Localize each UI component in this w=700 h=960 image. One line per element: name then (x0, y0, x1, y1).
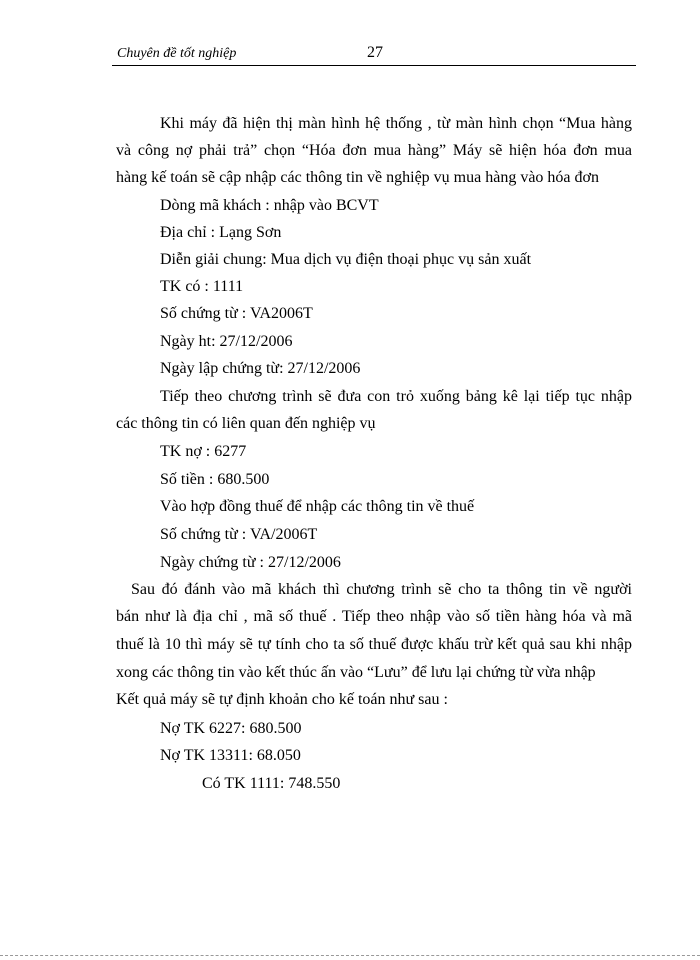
paragraph-line: Kết quả máy sẽ tự định khoản cho kế toán như sau : (116, 691, 448, 708)
paragraph-line: Tiếp theo chương trình sẽ đưa con trỏ xuống bảng kê lại tiếp tục nhập (160, 388, 632, 405)
paragraph-line: bán như là địa chỉ , mã số thuế . Tiếp theo nhập vào số tiền hàng hóa và mã (116, 608, 632, 625)
journal-entry: Có TK 1111: 748.550 (202, 775, 341, 792)
field-line: TK nợ : 6277 (160, 443, 247, 460)
field-line: Ngày lập chứng từ: 27/12/2006 (160, 360, 361, 377)
page-number: 27 (367, 44, 383, 61)
paragraph-line: Sau đó đánh vào mã khách thì chương trình sẽ cho ta thông tin về người (131, 581, 632, 598)
paragraph-line: thuế là 10 thì máy sẽ tự tính cho ta số thuế được khấu trừ kết quả sau khi nhập (116, 636, 632, 653)
journal-entry: Nợ TK 6227: 680.500 (160, 720, 302, 737)
header-title: Chuyên đề tốt nghiệp (117, 46, 237, 61)
paragraph-line: Khi máy đã hiện thị màn hình hệ thống , từ màn hình chọn “Mua hàng (160, 115, 632, 132)
field-line: Địa chỉ : Lạng Sơn (160, 224, 282, 241)
journal-entry: Nợ TK 13311: 68.050 (160, 747, 301, 764)
page-edge (0, 955, 700, 956)
field-line: Diễn giải chung: Mua dịch vụ điện thoại phục vụ sản xuất (160, 251, 532, 268)
field-line: TK có : 1111 (160, 278, 244, 295)
field-line: Ngày chứng từ : 27/12/2006 (160, 554, 341, 571)
paragraph-line: các thông tin có liên quan đến nghiệp vụ (116, 415, 376, 432)
paragraph-line: hàng kế toán sẽ cập nhập các thông tin về nghiệp vụ mua hàng vào hóa đơn (116, 169, 599, 186)
paragraph-line: và công nợ phải trả” chọn “Hóa đơn mua hàng” Máy sẽ hiện hóa đơn mua (116, 142, 632, 159)
field-line: Số chứng từ : VA2006T (160, 305, 313, 322)
field-line: Vào hợp đồng thuế để nhập các thông tin về thuế (160, 498, 475, 515)
header-rule (112, 65, 636, 66)
field-line: Dòng mã khách : nhập vào BCVT (160, 197, 379, 214)
field-line: Ngày ht: 27/12/2006 (160, 333, 293, 350)
paragraph-line: xong các thông tin vào kết thúc ấn vào “Lưu” để lưu lại chứng từ vừa nhập (116, 664, 596, 681)
field-line: Số chứng từ : VA/2006T (160, 526, 318, 543)
field-line: Số tiền : 680.500 (160, 471, 270, 488)
